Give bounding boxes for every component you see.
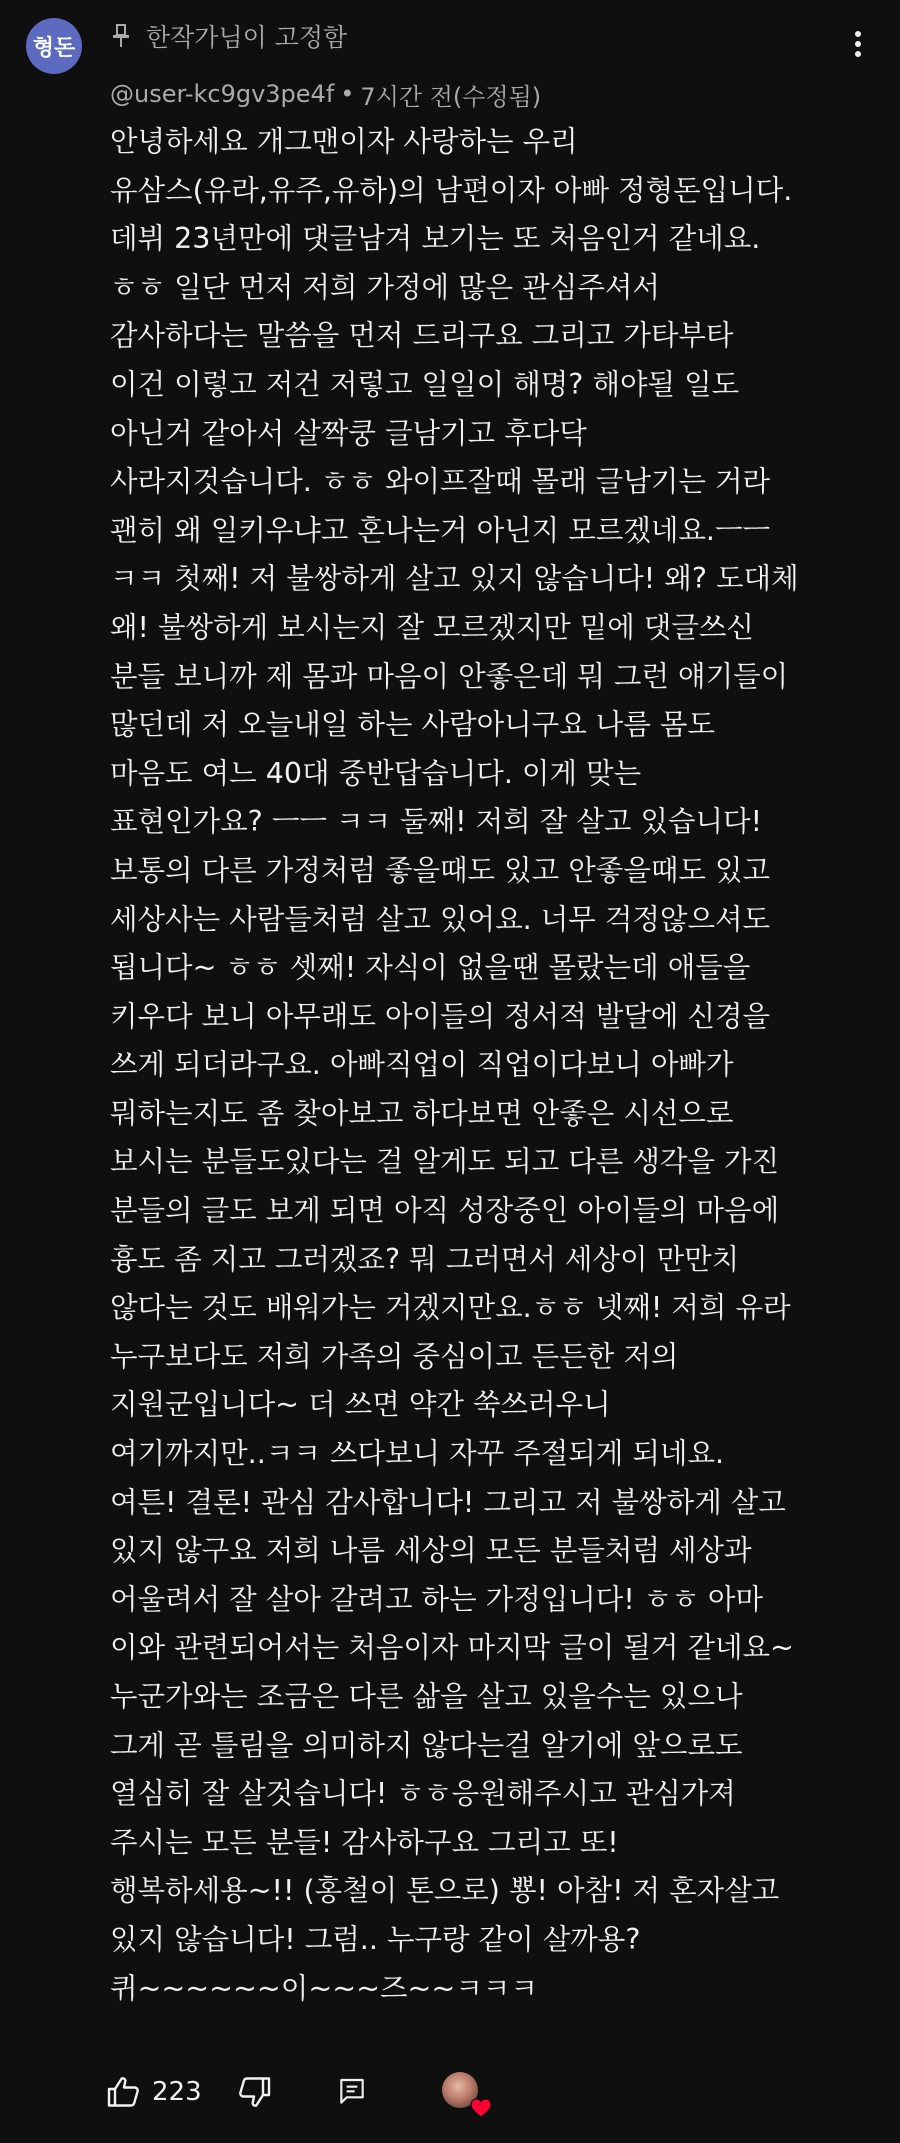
comment-line: 주시는 모든 분들! 감사하구요 그리고 또! (110, 1825, 619, 1859)
creator-heart-badge (442, 2072, 482, 2112)
comment-actions (106, 2068, 482, 2116)
comment-line: 아닌거 같아서 살짝쿵 글남기고 후다닥 (110, 416, 587, 450)
dislike-button[interactable] (236, 2068, 272, 2116)
comment-line: 이와 관련되어서는 처음이자 마지막 글이 될거 같네요~ (110, 1631, 794, 1665)
comment-line: 있지 않습니다! 그럼.. 누구랑 같이 살까용? (110, 1922, 641, 1956)
comment-line: 쓰게 되더라구요. 아빠직업이 직업이다보니 아빠가 (110, 1048, 734, 1082)
comment-line: 행복하세용~!! (홍철이 톤으로) 뿅! 아참! 저 혼자살고 (110, 1874, 780, 1908)
comment-line: 이건 이렇고 저건 저렇고 일일이 해명? 해야될 일도 (110, 367, 740, 401)
comment-line: 누구보다도 저희 가족의 중심이고 든든한 저의 (110, 1339, 679, 1373)
author-handle[interactable]: @user-kc9gv3pe4f (110, 80, 335, 108)
comment-line: 않다는 것도 배워가는 거겠지만요.ㅎㅎ 넷째! 저희 유라 (110, 1291, 791, 1325)
comment-line: 여기까지만..ㅋㅋ 쓰다보니 자꾸 주절되게 되네요. (110, 1437, 725, 1471)
comment-meta (110, 76, 541, 112)
comment-line: 어울려서 잘 살아 갈려고 하는 가정입니다! ㅎㅎ 아마 (110, 1582, 763, 1616)
comment-line: 유삼스(유라,유주,유하)의 남편이자 아빠 정형돈입니다. (110, 173, 793, 207)
timestamp[interactable]: 7시간 전(수정됨) (360, 82, 542, 111)
comment-line: 안녕하세요 개그맨이자 사랑하는 우리 (110, 125, 578, 158)
comment-line: 여튼! 결론! 관심 감사합니다! 그리고 저 불쌍하게 살고 (110, 1485, 786, 1519)
pinned-indicator (110, 18, 347, 54)
comment-line: 보시는 분들도있다는 걸 알게도 되고 다른 생각을 가진 (110, 1145, 780, 1179)
like-count: 223 (152, 2077, 202, 2107)
pinned-label: 한작가님이 고정함 (146, 23, 348, 52)
comment-line: 그게 곧 틀림을 의미하지 않다는걸 알기에 앞으로도 (110, 1728, 743, 1762)
comment-line: 괜히 왜 일키우냐고 혼나는거 아닌지 모르겠네요.ㅡㅡ (110, 513, 771, 547)
comment-line: 됩니다~ ㅎㅎ 셋째! 자식이 없을땐 몰랐는데 애들을 (110, 951, 751, 985)
comment-line: 분들 보니까 제 몸과 마음이 안좋은데 뭐 그런 얘기들이 (110, 659, 789, 693)
comment-line: 왜! 불쌍하게 보시는지 잘 모르겠지만 밑에 댓글쓰신 (110, 610, 754, 644)
comment-line: 감사하다는 말씀을 먼저 드리구요 그리고 가타부타 (110, 319, 734, 353)
more-button[interactable] (842, 26, 874, 62)
comment-line: 마음도 여느 40대 중반답습니다. 이게 맞는 (110, 756, 642, 790)
pin-icon (110, 23, 132, 49)
more-vertical-icon (854, 30, 862, 58)
channel-avatar[interactable] (26, 18, 82, 74)
meta-separator: • (340, 80, 355, 108)
comment-text (110, 118, 890, 2013)
thumbs-down-icon (236, 2074, 272, 2110)
like-button[interactable] (106, 2068, 142, 2116)
comment-line: 지원군입니다~ 더 쓰면 약간 쑥쓰러우니 (110, 1388, 611, 1422)
comment-line: 표현인가요? ㅡㅡ ㅋㅋ 둘째! 저희 잘 살고 있습니다! (110, 805, 763, 839)
comment-line: 많던데 저 오늘내일 하는 사람아니구요 나름 몸도 (110, 708, 715, 742)
thumbs-up-icon (106, 2074, 142, 2110)
comment-line: 보통의 다른 가정처럼 좋을때도 있고 안좋을때도 있고 (110, 853, 771, 887)
comment-line: 키우다 보니 아무래도 아이들의 정서적 발달에 신경을 (110, 999, 771, 1033)
comment-line: 있지 않구요 저희 나름 세상의 모든 분들처럼 세상과 (110, 1534, 752, 1568)
comment-line: 세상사는 사람들처럼 살고 있어요. 너무 걱정않으셔도 (110, 902, 771, 936)
comment-line: 분들의 글도 보게 되면 아직 성장중인 아이들의 마음에 (110, 1194, 780, 1228)
comment-line: 사라지것습니다. ㅎㅎ 와이프잘때 몰래 글남기는 거라 (110, 465, 771, 499)
comment-line: 뭐하는지도 좀 찾아보고 하다보면 안좋은 시선으로 (110, 1096, 734, 1130)
comment-line: ㅎㅎ 일단 먼저 저희 가정에 많은 관심주셔서 (110, 270, 660, 304)
comment-line: 누군가와는 조금은 다른 삶을 살고 있을수는 있으나 (110, 1680, 743, 1713)
avatar-initials: 형돈 (32, 35, 76, 61)
reply-button[interactable] (336, 2068, 368, 2116)
comment-line: 열심히 잘 살것습니다! ㅎㅎ응원해주시고 관심가져 (110, 1777, 736, 1811)
comment-line: 흉도 좀 지고 그러겠죠? 뭐 그러면서 세상이 만만치 (110, 1242, 740, 1276)
creator-heart-icon (470, 2098, 492, 2118)
comment-line: ㅋㅋ 첫째! 저 불쌍하게 살고 있지 않습니다! 왜? 도대체 (110, 562, 799, 596)
comment-line: 데뷔 23년만에 댓글남겨 보기는 또 처음인거 같네요. (110, 222, 761, 256)
comment-line: 퀴~~~~~~이~~~즈~~ㅋㅋㅋ (110, 1971, 538, 2005)
reply-icon (336, 2076, 368, 2108)
